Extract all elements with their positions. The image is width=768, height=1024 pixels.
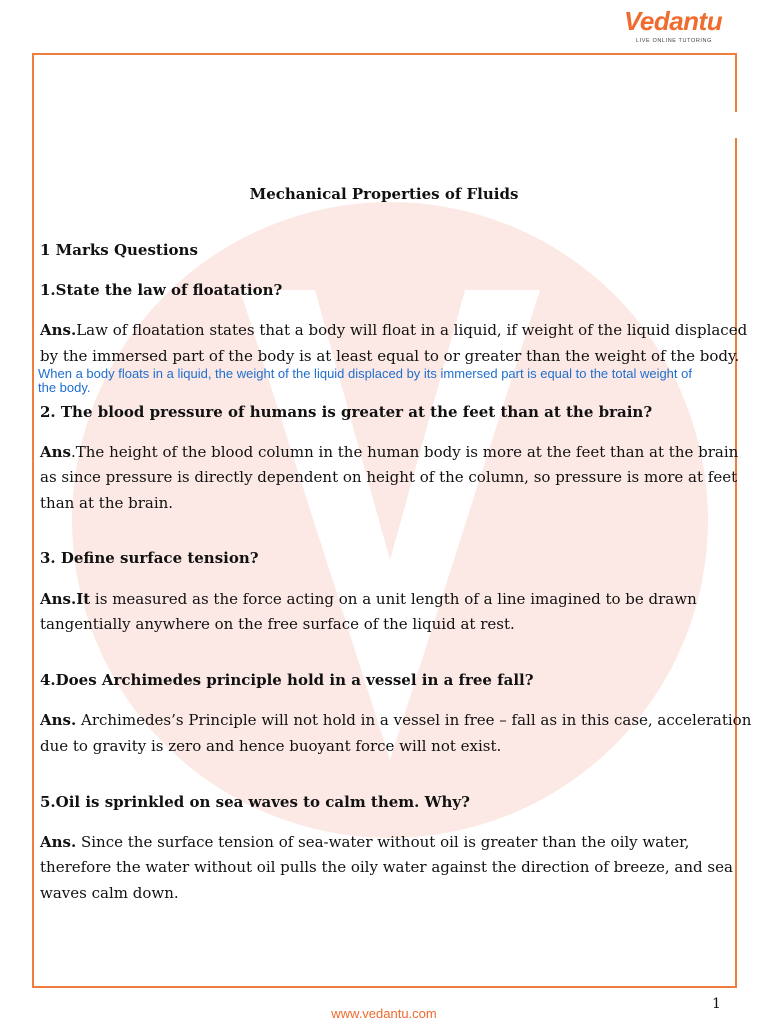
question-1: 1.State the law of floatation? (40, 281, 283, 299)
question-5: 5.Oil is sprinkled on sea waves to calm them. Why? (40, 793, 470, 811)
annotation-note-line-1: When a body floats in a liquid, the weight of the liquid displaced by its immersed part is equal to the total weight of (38, 366, 692, 381)
answer-2-line-3: than at the brain. (40, 494, 174, 512)
vedantu-logo (624, 6, 734, 46)
page-number: 1 (712, 996, 721, 1012)
answer-1-line-2: by the immersed part of the body is at least equal to or greater than the weight of the body. (40, 347, 740, 365)
answer-5-line-2: therefore the water without oil pulls the oily water against the direction of breeze, and sea (40, 858, 733, 876)
answer-4-line-1: Ans. Archimedes’s Principle will not hold in a vessel in free – fall as in this case, acceleration (40, 711, 752, 729)
answer-label: Ans.It (40, 590, 91, 608)
answer-label: Ans. (40, 321, 77, 339)
answer-3-line-2: tangentially anywhere on the free surface of the liquid at rest. (40, 615, 515, 633)
footer-website-link[interactable]: www.vedantu.com (331, 1006, 437, 1021)
section-heading: 1 Marks Questions (40, 241, 198, 259)
annotation-note-line-2: the body. (38, 380, 91, 395)
question-2: 2. The blood pressure of humans is greater at the feet than at the brain? (40, 403, 653, 421)
question-4: 4.Does Archimedes principle hold in a vessel in a free fall? (40, 671, 534, 689)
question-3: 3. Define surface tension? (40, 549, 259, 567)
answer-1-line-1: Ans.Law of floatation states that a body will float in a liquid, if weight of the liquid displaced (40, 321, 748, 339)
page-border-gap (735, 112, 739, 138)
logo-wordmark: Vedantu (624, 6, 723, 36)
page-title: Mechanical Properties of Fluids (249, 185, 519, 203)
answer-5-line-3: waves calm down. (40, 884, 179, 902)
answer-label: Ans. (40, 833, 77, 851)
answer-3-line-1: Ans.It is measured as the force acting on a unit length of a line imagined to be drawn (40, 590, 697, 608)
answer-5-line-1: Ans. Since the surface tension of sea-water without oil is greater than the oily water, (40, 833, 690, 851)
answer-2-line-1: Ans.The height of the blood column in the human body is more at the feet than at the brain (40, 443, 739, 461)
answer-4-line-2: due to gravity is zero and hence buoyant force will not exist. (40, 737, 502, 755)
answer-label: Ans (40, 443, 71, 461)
answer-2-line-2: as since pressure is directly dependent on height of the column, so pressure is more at feet (40, 468, 738, 486)
answer-label: Ans. (40, 711, 77, 729)
logo-tagline: LIVE ONLINE TUTORING (636, 38, 712, 44)
